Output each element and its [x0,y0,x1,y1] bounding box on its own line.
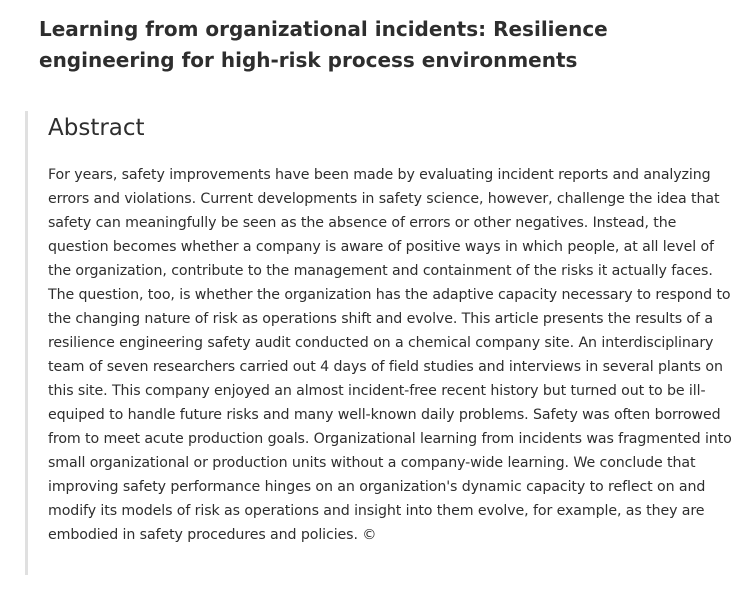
abstract-section [25,111,737,575]
abstract-text: For years, safety improvements have been made by evaluating incident reports and analyzing errors and violations. Current developments in safety science, however, challenge the idea that safety can meaningfully be seen as the absence of errors or other negatives. Instead, the question becomes whether a company is aware of positive ways in which people, at all level of the organization, contribute to the management and containment of the risks it actually faces. The question, too, is whether the organization has the adaptive capacity necessary to respond to the changing nature of risk as operations shift and evolve. This article presents the results of a resilience engineering safety audit conducted on a chemical company site. An interdisciplinary team of seven researchers carried out 4 days of field studies and interviews in several plants on this site. This company enjoyed an almost incident-free recent history but turned out to be ill-equiped to handle future risks and many well-known daily problems. Safety was often borrowed from to meet acute production goals. Organizational learning from incidents was fragmented into small organizational or production units without a company-wide learning. We conclude that improving safety performance hinges on an organization's dynamic capacity to reflect on and modify its models of risk as operations and insight into them evolve, for example, as they are embodied in safety procedures and policies. © [48,167,732,543]
abstract-heading: Abstract [48,115,145,141]
article-title: Learning from organizational incidents: Resilience engineering for high-risk process environments [39,17,608,72]
